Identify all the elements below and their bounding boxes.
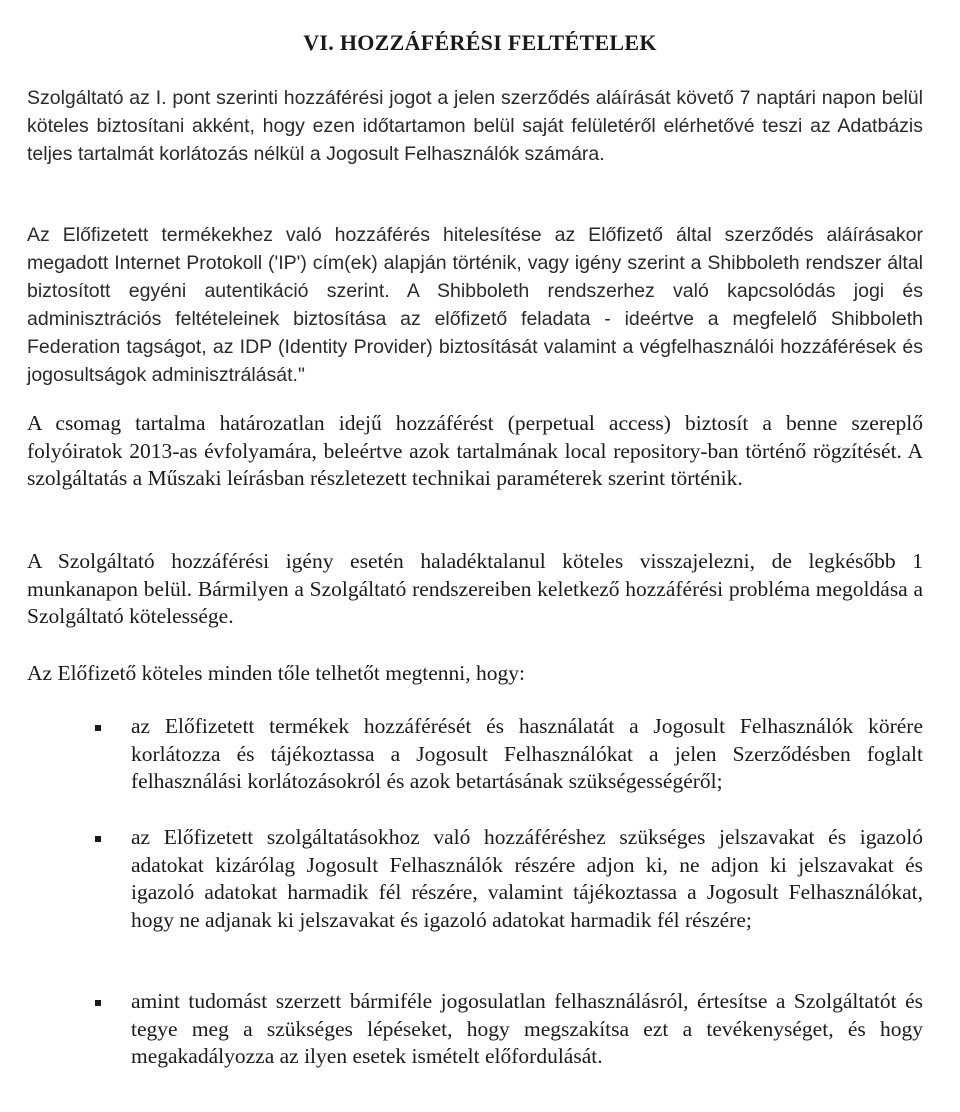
list-item: az Előfizetett szolgáltatásokhoz való hozzáféréshez szükséges jelszavakat és igazoló adatokat kizárólag Jogosult Felhasználók részére adjon ki, ne adjon ki jelszavakat és igazoló adatokat harmadik fél részére, valamint tájékoztassa a Jogosult Felhasználókat, hogy ne adjanak ki jelszavakat és igazoló adatokat harmadik fél részére; [131, 825, 923, 932]
paragraph-perpetual-access: A csomag tartalma határozatlan idejű hozzáférést (perpetual access) biztosít a benne szereplő folyóiratok 2013-as évfolyamára, beleértve azok tartalmának local repository-ban történő rögzítését. A szolgáltatás a Műszaki leírásban részletezett technikai paraméterek szerint történik. [27, 411, 923, 490]
bullet-marker [95, 725, 101, 731]
paragraph-authentication: Az Előfizetett termékekhez való hozzáférés hitelesítése az Előfizető által szerződés aláírásakor megadott Internet Protokoll ('IP') cím(ek) alapján történik, vagy igény szerint a Shibboleth rendszer által biztosított egyéni autentikáció szerint. A Shibboleth rendszerhez való kapcsolódás jogi és adminisztrációs feltételeinek biztosítása az előfizető feladata - ideértve a megfelelő Shibboleth Federation tagságot, az IDP (Identity Provider) biztosítását valamint a végfelhasználói hozzáférések és jogosultságok adminisztrálását." [27, 224, 923, 386]
bullet-marker [95, 836, 101, 842]
list-item: az Előfizetett termékek hozzáférését és használatát a Jogosult Felhasználók körére korlátozza és tájékoztassa a Jogosult Felhasználókat a jelen Szerződésben foglalt felhasználási korlátozásokról és azok betartásának szükségességéről; [131, 714, 923, 793]
section-heading: VI. HOZZÁFÉRÉSI FELTÉTELEK [303, 30, 657, 55]
paragraph-subscriber-duties: Az Előfizető köteles minden tőle telhetőt megtenni, hogy: [27, 661, 525, 685]
list-item: amint tudomást szerzett bármiféle jogosulatlan felhasználásról, értesítse a Szolgáltatót és tegye meg a szükséges lépéseket, hogy megszakítsa ezt a tevékenységet, és hogy megakadályozza az ilyen esetek ismételt előfordulását. [131, 989, 923, 1068]
bullet-marker [95, 1000, 101, 1006]
paragraph-access-right: Szolgáltató az I. pont szerinti hozzáférési jogot a jelen szerződés aláírását követő 7 naptári napon belül köteles biztosítani akként, hogy ezen időtartamon belül saját felületéről elérhetővé teszi az Adatbázis teljes tartalmát korlátozás nélkül a Jogosult Felhasználók számára. [27, 87, 923, 165]
paragraph-feedback: A Szolgáltató hozzáférési igény esetén haladéktalanul köteles visszajelezni, de legkésőbb 1 munkanapon belül. Bármilyen a Szolgáltató rendszereiben keletkező hozzáférési probléma megoldása a Szolgáltató kötelessége. [27, 549, 923, 628]
